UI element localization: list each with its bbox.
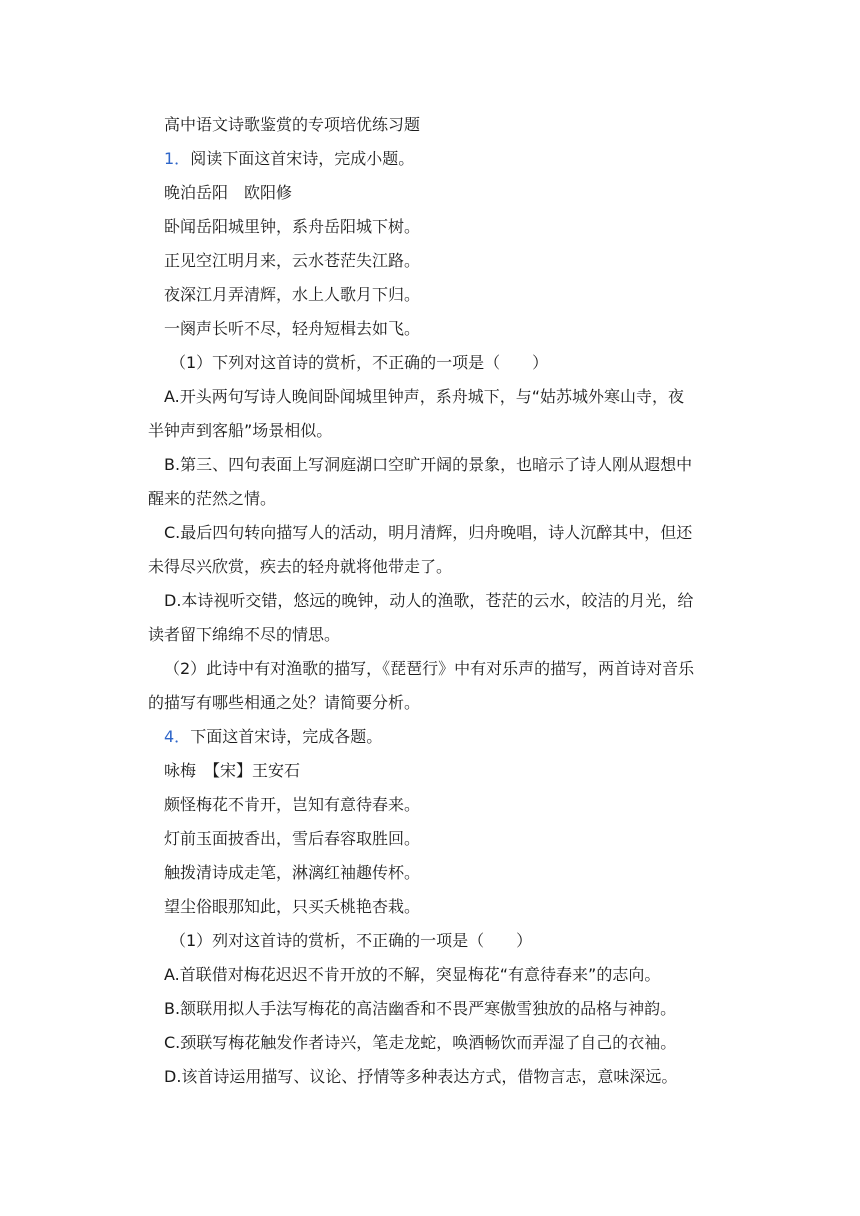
poem-1-line-2: 正见空江明月来，云水苍茫失江路。 — [164, 251, 421, 270]
q4-option-b: B.颔联用拟人手法写梅花的高洁幽香和不畏严寒傲雪独放的品格与神韵。 — [164, 999, 677, 1018]
q4-option-a: A.首联借对梅花迟迟不肯开放的不解，突显梅花“有意待春来”的志向。 — [164, 965, 661, 984]
q1-option-a-line-2: 半钟声到客船”场景相似。 — [148, 421, 333, 440]
question-4-number: 4． — [164, 727, 191, 746]
question-1-number: 1． — [164, 149, 191, 168]
poem-4-line-1: 颇怪梅花不肯开，岂知有意待春来。 — [164, 795, 421, 814]
question-1-sub-1: （1）下列对这首诗的赏析，不正确的一项是（ ） — [170, 353, 549, 372]
q1-option-d-line-2: 读者留下绵绵不尽的情思。 — [148, 625, 341, 644]
question-1-heading — [164, 142, 732, 176]
q1-option-c-line-1: C.最后四句转向描写人的活动，明月清辉，归舟晚唱，诗人沉醉其中，但还 — [164, 523, 693, 542]
q1-option-d-line-1: D.本诗视听交错，悠远的晚钟，动人的渔歌，苍茫的云水，皎洁的月光，给 — [164, 591, 694, 610]
document-title: 高中语文诗歌鉴赏的专项培优练习题 — [164, 115, 421, 134]
question-4-heading — [164, 720, 732, 754]
q4-option-c: C.颈联写梅花触发作者诗兴，笔走龙蛇，唤酒畅饮而弄湿了自己的衣袖。 — [164, 1033, 677, 1052]
poem-1-line-1: 卧闻岳阳城里钟，系舟岳阳城下树。 — [164, 217, 421, 236]
poem-1-title: 晚泊岳阳 欧阳修 — [164, 183, 293, 202]
poem-4-title: 咏梅 【宋】王安石 — [164, 761, 301, 780]
poem-4-line-2: 灯前玉面披香出，雪后春容取胜回。 — [164, 829, 421, 848]
question-1-sub-2-line-2: 的描写有哪些相通之处？请简要分析。 — [148, 693, 421, 712]
question-1-prompt: 阅读下面这首宋诗，完成小题。 — [190, 149, 415, 168]
question-4-prompt: 下面这首宋诗，完成各题。 — [190, 727, 383, 746]
question-4-sub-1: （1）列对这首诗的赏析，不正确的一项是（ ） — [170, 931, 533, 950]
q4-option-d: D.该首诗运用描写、议论、抒情等多种表达方式，借物言志，意味深远。 — [164, 1067, 678, 1086]
poem-1-line-3: 夜深江月弄清辉，水上人歌月下归。 — [164, 285, 421, 304]
question-1-sub-2-line-1: （2）此诗中有对渔歌的描写，《琵琶行》中有对乐声的描写，两首诗对音乐 — [164, 659, 695, 678]
q1-option-c-line-2: 未得尽兴欣赏，疾去的轻舟就将他带走了。 — [148, 557, 453, 576]
q1-option-b-line-1: B.第三、四句表面上写洞庭湖口空旷开阔的景象，也暗示了诗人刚从遐想中 — [164, 455, 693, 474]
poem-4-line-3: 触拨清诗成走笔，淋漓红袖趣传杯。 — [164, 863, 421, 882]
q1-option-a-line-1: A.开头两句写诗人晚间卧闻城里钟声，系舟城下，与“姑苏城外寒山寺，夜 — [164, 387, 685, 406]
q1-option-b-line-2: 醒来的茫然之情。 — [148, 489, 277, 508]
poem-4-line-4: 望尘俗眼那知此，只买夭桃艳杏栽。 — [164, 897, 421, 916]
poem-1-line-4: 一阕声长听不尽，轻舟短楫去如飞。 — [164, 319, 421, 338]
document-content — [148, 108, 732, 1094]
